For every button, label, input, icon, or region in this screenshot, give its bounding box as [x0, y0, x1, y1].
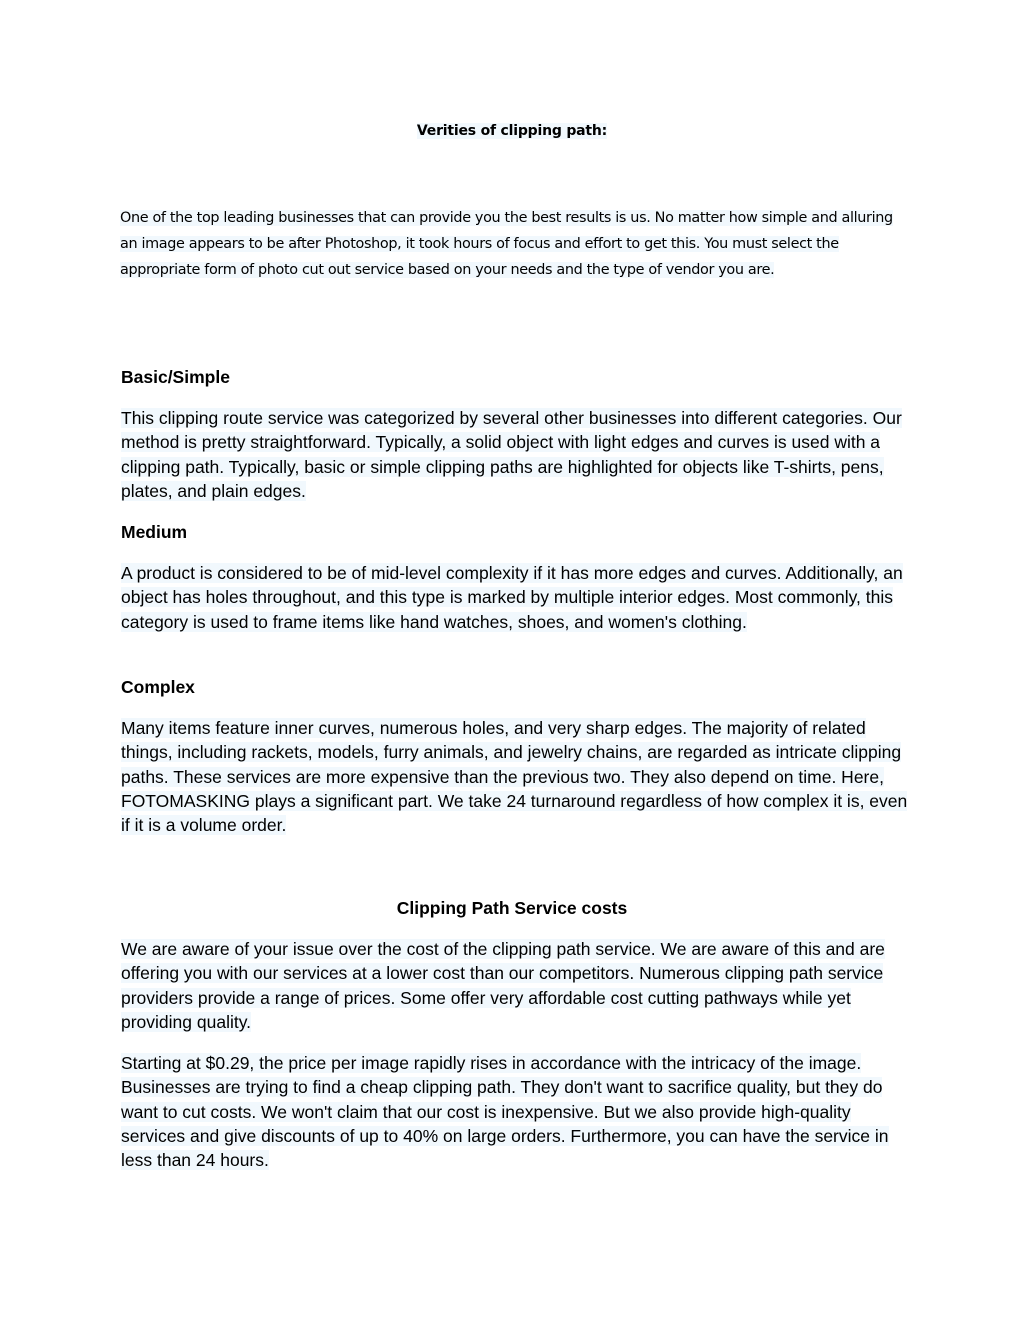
- heading-basic-simple: Basic/Simple: [121, 367, 230, 387]
- heading-service-costs: Clipping Path Service costs: [396, 898, 628, 918]
- paragraph-costs-2: [121, 1051, 911, 1172]
- heading-medium: Medium: [121, 522, 188, 542]
- paragraph-medium-text: A product is considered to be of mid-level complexity if it has more edges and curves. Additionally, an object has holes throughout, and this type is marked by multiple interior edges. Most commonly, this category is used to frame items like hand watches, shoes, and women's clothing.: [121, 563, 903, 632]
- paragraph-basic-simple: [121, 406, 911, 503]
- document-title: [0, 121, 1024, 141]
- paragraph-costs-2-text: Starting at $0.29, the price per image rapidly rises in accordance with the intricacy of the image. Businesses are trying to find a cheap clipping path. They don't want to sacrifice quality, but they do want to cut costs. We won't claim that our cost is inexpensive. But we also provide high-quality services and give discounts of up to 40% on large orders. Furthermore, you can have the service in less than 24 hours.: [121, 1053, 889, 1171]
- document-title-text: Verities of clipping path:: [416, 123, 608, 139]
- paragraph-costs-1-text: We are aware of your issue over the cost of the clipping path service. We are aware of this and are offering you with our services at a lower cost than our competitors. Numerous clipping path service providers provide a range of prices. Some offer very affordable cost cutting pathways while yet providing quality.: [121, 939, 885, 1032]
- paragraph-complex: [121, 716, 911, 837]
- intro-paragraph-text: One of the top leading businesses that can provide you the best results is us. No matter how simple and alluring an image appears to be after Photoshop, it took hours of focus and effort to get this. You must select the appropriate form of photo cut out service based on your needs and the type of vendor you are.: [120, 210, 893, 278]
- heading-complex: Complex: [121, 677, 195, 697]
- paragraph-basic-simple-text: This clipping route service was categorized by several other businesses into different categories. Our method is pretty straightforward. Typically, a solid object with light edges and curves is used with a clipping path. Typically, basic or simple clipping paths are highlighted for objects like T-shirts, pens, plates, and plain edges.: [121, 408, 902, 501]
- paragraph-costs-1: [121, 937, 911, 1034]
- intro-paragraph: [120, 205, 910, 283]
- paragraph-complex-text: Many items feature inner curves, numerous holes, and very sharp edges. The majority of related things, including rackets, models, furry animals, and jewelry chains, are regarded as intricate clipping paths. These services are more expensive than the previous two. They also depend on time. Here, FOTOMASKING plays a significant part. We take 24 turnaround regardless of how complex it is, even if it is a volume order.: [121, 718, 908, 836]
- paragraph-medium: [121, 561, 911, 634]
